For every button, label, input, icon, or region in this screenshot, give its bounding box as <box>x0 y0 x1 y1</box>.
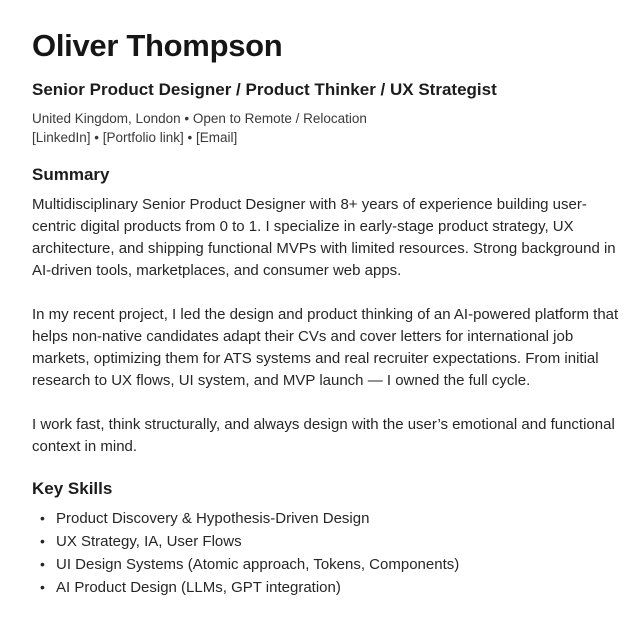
candidate-name: Oliver Thompson <box>32 28 283 63</box>
list-item <box>40 507 621 530</box>
summary-paragraph-1: Multidisciplinary Senior Product Designer with 8+ years of experience building user-centric digital products from 0 to 1. I specialize in early-stage product strategy, UX architecture, and shipping functional MVPs with limited resources. Strong background in AI-driven tools, marketplaces, and consumer web apps. <box>32 196 616 279</box>
bullet-icon: • <box>40 579 45 595</box>
bullet-icon: • <box>40 533 45 549</box>
list-item <box>40 530 621 553</box>
summary-heading: Summary <box>32 165 110 184</box>
skill-label: Product Discovery & Hypothesis-Driven Design <box>56 510 370 527</box>
list-item <box>40 553 621 576</box>
candidate-headline: Senior Product Designer / Product Thinker / UX Strategist <box>32 80 497 99</box>
skill-label: AI Product Design (LLMs, GPT integration) <box>56 579 341 596</box>
bullet-icon: • <box>40 556 45 572</box>
location-line: United Kingdom, London • Open to Remote / Relocation <box>32 111 367 126</box>
key-skills-list <box>32 507 621 599</box>
key-skills-heading: Key Skills <box>32 479 113 498</box>
list-item <box>40 576 621 599</box>
summary-paragraph-2: In my recent project, I led the design and product thinking of an AI-powered platform that helps non-native candidates adapt their CVs and cover letters for international job markets, optimizing them for ATS systems and real recruiter expectations. From initial research to UX flows, UI system, and MVP launch — I owned the full cycle. <box>32 306 619 389</box>
skill-label: UX Strategy, IA, User Flows <box>56 533 242 550</box>
contact-links: [LinkedIn] • [Portfolio link] • [Email] <box>32 130 238 145</box>
bullet-icon: • <box>40 510 45 526</box>
summary-paragraph-3: I work fast, think structurally, and always design with the user’s emotional and functional context in mind. <box>32 416 615 455</box>
skill-label: UI Design Systems (Atomic approach, Tokens, Components) <box>56 556 460 573</box>
